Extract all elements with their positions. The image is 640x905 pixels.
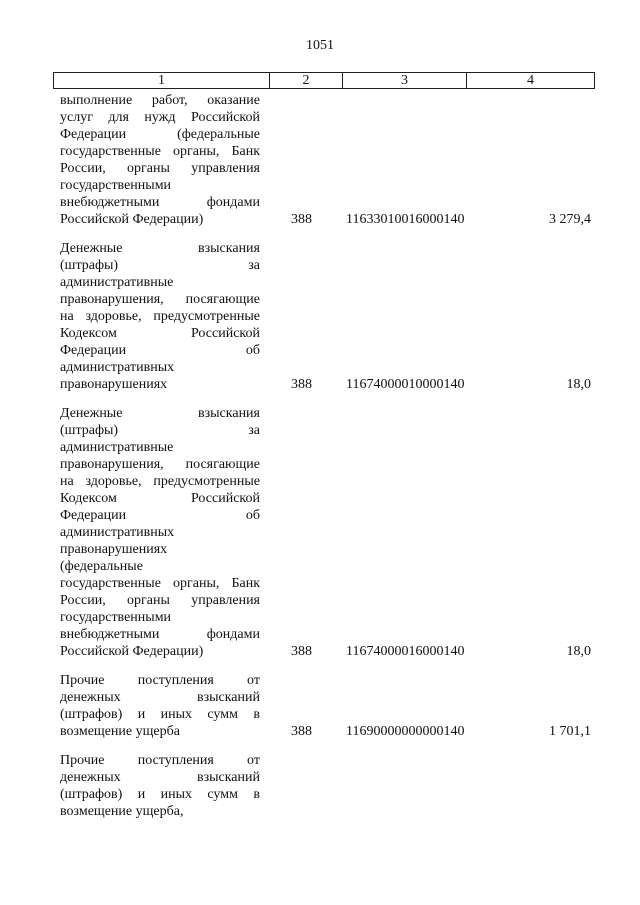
description-line: денежных взысканий <box>60 690 260 705</box>
revenue-code: 11674000016000140 <box>346 644 465 659</box>
description-line: возмещение ущерба <box>60 724 180 739</box>
table-row <box>60 752 595 820</box>
description-line: (федеральные <box>60 559 143 574</box>
description-line: (штрафы) за <box>60 423 260 438</box>
description-line: государственными <box>60 610 172 625</box>
description-line: Федерации об <box>60 343 260 358</box>
row-description <box>60 752 260 820</box>
amount: 18,0 <box>566 377 591 392</box>
description-line: административных <box>60 360 175 375</box>
description-line: административные <box>60 275 174 290</box>
table-row <box>60 92 595 228</box>
revenue-code: 11633010016000140 <box>346 212 465 227</box>
description-line: (штрафов) и иных сумм в <box>60 787 260 802</box>
description-line: внебюджетными фондами <box>60 195 260 210</box>
page-number: 1051 <box>306 38 334 53</box>
table-row <box>60 405 595 660</box>
description-line: правонарушения, посягающие <box>60 457 260 472</box>
row-description <box>60 240 260 393</box>
description-line: Федерации об <box>60 508 260 523</box>
header-col-2: 2 <box>270 73 343 88</box>
description-line: денежных взысканий <box>60 770 260 785</box>
admin-code: 388 <box>291 724 312 739</box>
amount: 18,0 <box>566 644 591 659</box>
header-col-4: 4 <box>527 73 534 88</box>
description-line: на здоровье, предусмотренные <box>60 309 260 324</box>
description-line: Прочие поступления от <box>60 753 260 768</box>
description-line: правонарушениях <box>60 542 168 557</box>
description-line: государственные органы, Банк <box>60 144 260 159</box>
description-line: выполнение работ, оказание <box>60 93 260 108</box>
admin-code: 388 <box>291 212 312 227</box>
description-line: государственными <box>60 178 172 193</box>
description-line: Российской Федерации) <box>60 644 204 659</box>
description-line: Федерации (федеральные <box>60 127 260 142</box>
description-line: государственные органы, Банк <box>60 576 260 591</box>
header-col-3: 3 <box>343 73 467 88</box>
row-description <box>60 672 260 740</box>
revenue-code: 11674000010000140 <box>346 377 465 392</box>
description-line: услуг для нужд Российской <box>60 110 260 125</box>
description-line: административных <box>60 525 175 540</box>
description-line: Денежные взыскания <box>60 406 260 421</box>
description-line: России, органы управления <box>60 161 260 176</box>
row-description <box>60 92 260 228</box>
header-col-1: 1 <box>54 73 270 88</box>
table-body <box>60 92 595 832</box>
description-line: внебюджетными фондами <box>60 627 260 642</box>
description-line: правонарушения, посягающие <box>60 292 260 307</box>
admin-code: 388 <box>291 377 312 392</box>
description-line: правонарушениях <box>60 377 168 392</box>
description-line: Кодексом Российской <box>60 491 260 506</box>
table-header <box>53 72 595 89</box>
description-line: административные <box>60 440 174 455</box>
description-line: России, органы управления <box>60 593 260 608</box>
revenue-code: 11690000000000140 <box>346 724 465 739</box>
table-row <box>60 672 595 740</box>
description-line: Кодексом Российской <box>60 326 260 341</box>
table-row <box>60 240 595 393</box>
description-line: Прочие поступления от <box>60 673 260 688</box>
description-line: (штрафы) за <box>60 258 260 273</box>
description-line: Денежные взыскания <box>60 241 260 256</box>
description-line: на здоровье, предусмотренные <box>60 474 260 489</box>
amount: 1 701,1 <box>549 724 591 739</box>
row-description <box>60 405 260 660</box>
description-line: возмещение ущерба, <box>60 804 184 819</box>
description-line: Российской Федерации) <box>60 212 204 227</box>
admin-code: 388 <box>291 644 312 659</box>
description-line: (штрафов) и иных сумм в <box>60 707 260 722</box>
amount: 3 279,4 <box>549 212 591 227</box>
